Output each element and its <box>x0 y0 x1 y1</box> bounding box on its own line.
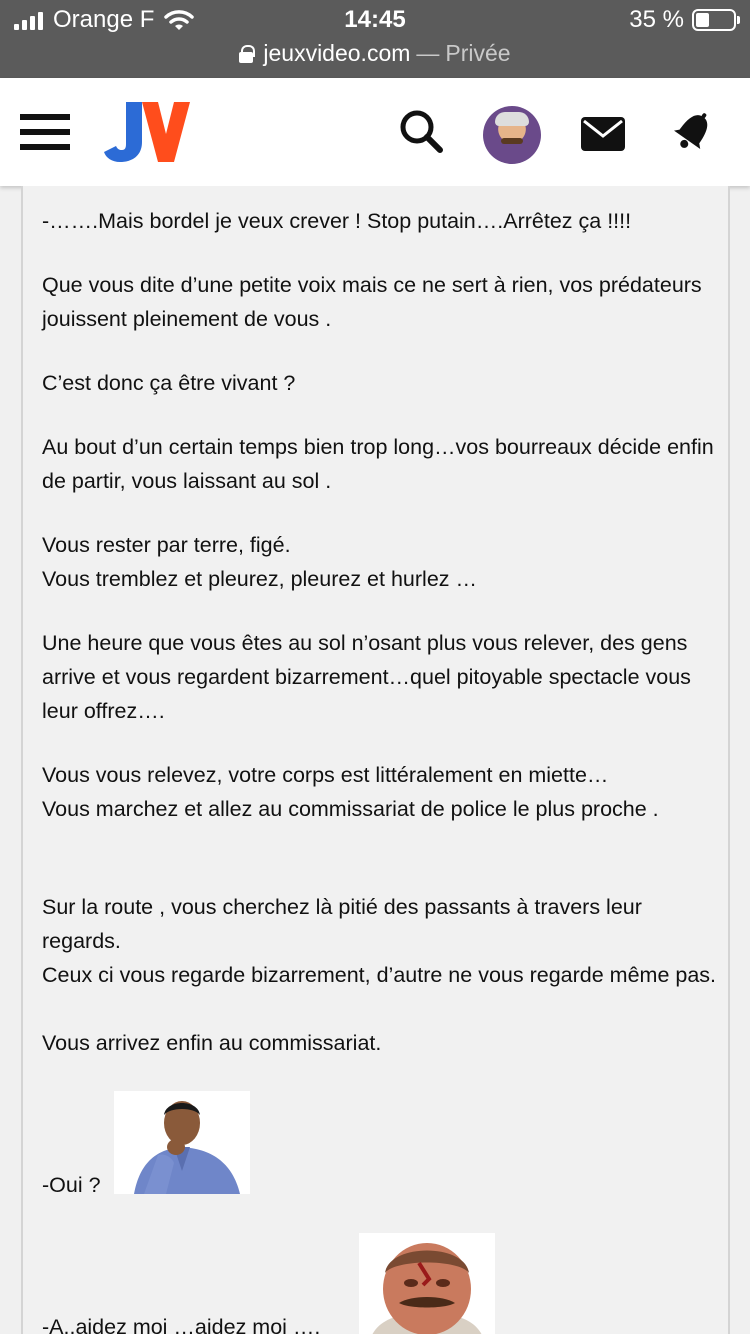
risitas-sticker[interactable] <box>359 1233 495 1334</box>
post-paragraph: Vous tremblez et pleurez, pleurez et hurlez … <box>42 567 477 591</box>
post-paragraph: Une heure que vous êtes au sol n’osant plus vous relever, des gens arrive et vous regardent bizarrement…quel pitoyable spectacle vous leur offrez…. <box>42 631 691 723</box>
post-paragraph: Vous vous relevez, votre corps est littéralement en miette… <box>42 763 609 787</box>
bell-icon[interactable] <box>674 108 714 152</box>
status-bar <box>0 0 750 78</box>
post-paragraph: -…….Mais bordel je veux crever ! Stop putain….Arrêtez ça !!!! <box>42 209 632 233</box>
search-icon[interactable] <box>398 108 444 154</box>
status-right <box>629 6 736 34</box>
url-text: jeuxvideo.com <box>263 40 411 66</box>
post-paragraph: Vous rester par terre, figé. <box>42 533 291 557</box>
jv-logo[interactable] <box>104 100 190 164</box>
battery-icon <box>692 9 736 31</box>
avatar[interactable] <box>483 106 541 164</box>
hamburger-menu-icon[interactable] <box>20 114 70 154</box>
lock-icon <box>239 45 253 63</box>
post-paragraph: Vous marchez et allez au commissariat de police le plus proche . <box>42 797 659 821</box>
site-header <box>0 78 750 186</box>
post-paragraph: -A..aidez moi …aidez moi …. <box>42 1315 321 1334</box>
post-paragraph: Vous arrivez enfin au commissariat. <box>42 1031 382 1055</box>
post-paragraph: Ceux ci vous regarde bizarrement, d’autre ne vous regarde même pas. <box>42 963 717 987</box>
clock: 14:45 <box>344 6 406 33</box>
address-bar[interactable] <box>0 40 750 67</box>
post-paragraph: -Oui ? <box>42 1173 101 1197</box>
post-paragraph: Sur la route , vous cherchez là pitié des passants à travers leur regards. <box>42 895 642 953</box>
post-paragraph: Au bout d’un certain temps bien trop long…vos bourreaux décide enfin de partir, vous laissant au sol . <box>42 435 714 493</box>
thinking-man-sticker[interactable] <box>114 1091 250 1194</box>
post-paragraph: Que vous dite d’une petite voix mais ce ne sert à rien, vos prédateurs jouissent pleinement de vous . <box>42 273 702 331</box>
post-paragraph: C’est donc ça être vivant ? <box>42 371 296 395</box>
private-mode-label: Privée <box>445 40 511 66</box>
mail-icon[interactable] <box>580 116 626 152</box>
battery-percent: 35 % <box>629 6 684 33</box>
carrier-name: Orange F <box>53 6 155 33</box>
url-separator: — <box>416 40 440 66</box>
